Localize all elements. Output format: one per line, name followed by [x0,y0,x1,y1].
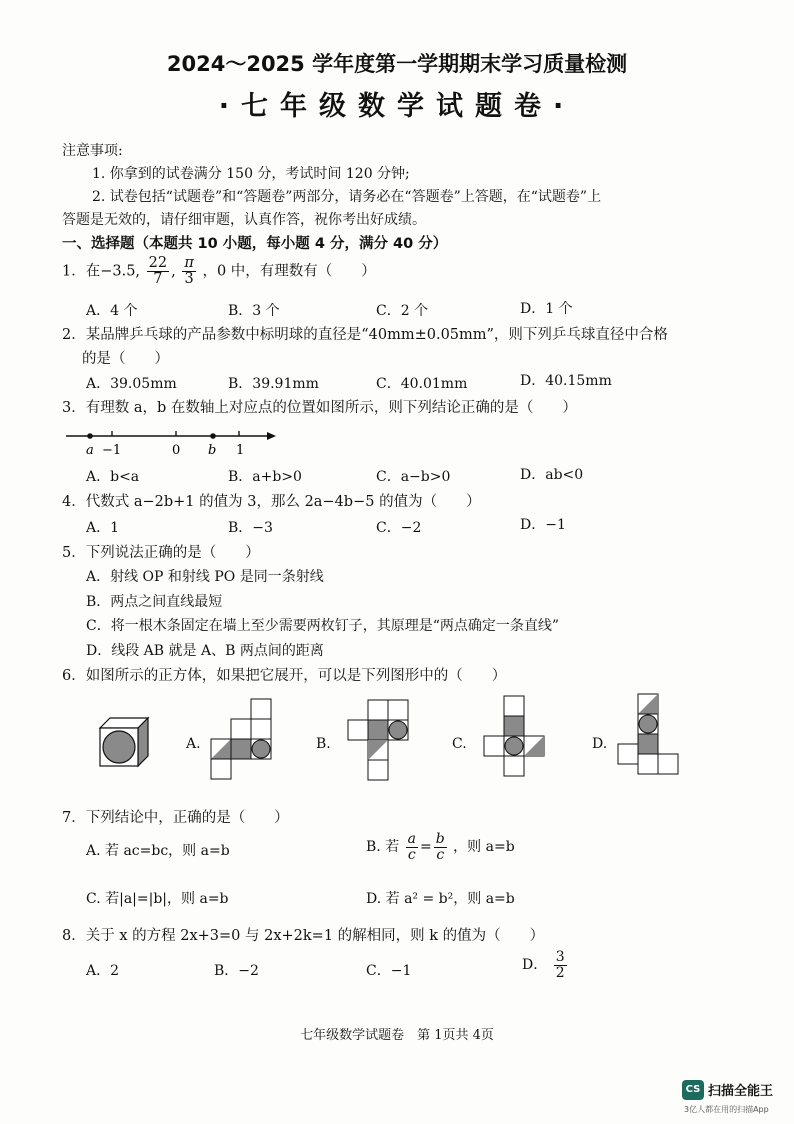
net-d-square [638,754,658,774]
q6-option-c-label: C. [452,736,467,752]
net-b-square [348,720,368,740]
q8-d-fraction [554,950,567,980]
net-a-square [231,719,251,739]
q1-suffix: ，0 中，有理数有（ ） [202,263,376,280]
net-d-circle [639,715,657,733]
question-5: 5．下列说法正确的是（ ） [62,545,260,561]
q1-fraction-2 [182,256,196,287]
q6-option-b-label: B. [316,736,331,752]
q7-b-f2-denominator: c [436,846,445,863]
q2-option-d: D．40.15mm [520,373,612,389]
net-d-square [618,744,638,764]
net-a-shaded-square [231,739,251,759]
q5-option-a: A．射线 OP 和射线 PO 是同一条射线 [86,569,324,585]
q6-option-a-label: A. [186,736,201,752]
axis-label-a: a [86,443,94,458]
q1-option-b: B．3 个 [228,303,280,319]
net-a-square [251,699,271,719]
q8-d-numerator: 3 [555,949,565,965]
scanner-logo: CS [682,1080,704,1100]
net-c-figure [474,694,550,788]
q2-option-b: B．39.91mm [228,376,319,392]
scanner-brand-name: 扫描全能王 [708,1084,774,1099]
number-line-arrow [267,432,276,440]
q7-option-c: C. 若|a|=|b|，则 a=b [86,891,229,907]
scanner-brand-tagline: 3亿人都在用的扫描App [684,1105,769,1114]
q8-d-label: D． [522,957,548,974]
q8-option-b: B．−2 [214,963,259,979]
q4-option-b: B．−3 [228,520,273,536]
net-c-circle [505,737,523,755]
q1-f1-denominator: 7 [153,271,163,288]
net-d-shaded-square [638,734,658,754]
net-b-square [368,700,388,720]
page-footer: 七年级数学试题卷 第 1页共 4页 [300,1028,494,1043]
net-b-shaded-square [368,720,388,740]
net-c-square [504,696,524,716]
section-heading: 一、选择题（本题共 10 小题，每小题 4 分，满分 40 分） [62,236,448,252]
q7-b-f1-numerator: a [407,831,417,847]
q7-option-b [366,832,515,862]
q3-option-d: D．ab<0 [520,467,584,483]
q6-option-d-label: D. [592,736,608,752]
q7-b-fraction-2 [434,832,447,862]
notes-line-1: 1. 你拿到的试卷满分 150 分，考试时间 120 分钟; [92,166,410,182]
question-1: 1．在−3.5, $\frac{22}{7}$ , $\frac{\pi}{3}$ ，0 中，有理数有（ ） [62,255,376,288]
axis-label-b: b [208,443,217,458]
question-6: 6．如图所示的正方体，如果把它展开，可以是下列图形中的（ ） [62,668,507,684]
exam-subtitle: ·七年级数学试题卷· [218,91,576,122]
q8-option-c: C．−1 [366,963,412,979]
axis-label-1: 1 [236,443,245,458]
q1-option-a: A．4 个 [86,303,138,319]
q8-option-d [522,950,569,980]
net-d-square [658,754,678,774]
q7-b-prefix: B. 若 [366,839,400,856]
question-8: 8．关于 x 的方程 2x+3=0 与 2x+2k=1 的解相同，则 k 的值为（ ） [62,928,545,944]
q1-f2-numerator: π [184,255,194,271]
net-b-circle [389,721,407,739]
q1-f1-numerator: 22 [148,255,168,271]
notes-line-2: 2. 试卷包括“试题卷”和“答题卷”两部分，请务必在“答题卷”上答题，在“试题卷”上 [92,189,602,205]
q8-option-a: A．2 [86,963,120,979]
q5-option-b: B．两点之间直线最短 [86,594,223,610]
q1-option-d: D．1 个 [520,301,573,317]
q5-option-c: C．将一根木条固定在墙上至少需要两枚钉子，其原理是“两点确定一条直线” [86,618,560,634]
axis-label-0: 0 [172,443,181,458]
point-b [210,433,216,439]
net-a-square [251,719,271,739]
question-2-line-2: 的是（ ） [82,351,169,367]
q7-b-equals: = [420,839,432,856]
net-d-figure [616,692,692,790]
number-line-figure [62,424,282,458]
q7-b-fraction-1 [406,832,418,862]
question-2-line-1: 2．某品牌乒乓球的产品参数中标明球的直径是“40mm±0.05mm”，则下列乒乓球直径中合格 [62,327,668,343]
net-c-square [504,756,524,776]
cube-circle-pattern [103,731,135,763]
point-a [87,433,93,439]
q4-option-a: A．1 [86,520,120,536]
q7-option-a: A. 若 ac=bc，则 a=b [86,843,230,859]
q7-b-suffix: ，则 a=b [453,839,515,856]
question-3: 3．有理数 a，b 在数轴上对应点的位置如图所示，则下列结论正确的是（ ） [62,400,577,416]
net-c-shaded-square [504,716,524,736]
net-b-figure [340,698,414,784]
net-c-square [484,736,504,756]
q3-option-c: C．a−b>0 [376,469,451,485]
notes-line-3: 答题是无效的，请仔细审题，认真作答，祝你考出好成绩。 [62,212,426,228]
question-4: 4．代数式 a−2b+1 的值为 3，那么 2a−4b−5 的值为（ ） [62,494,481,510]
q2-option-a: A．39.05mm [86,376,177,392]
q3-option-b: B．a+b>0 [228,469,302,485]
axis-label-minus-1: −1 [102,443,122,458]
notes-heading: 注意事项: [62,143,123,159]
q4-option-d: D．−1 [520,517,566,533]
net-b-square [368,760,388,780]
cube-figure [98,716,150,768]
q2-option-c: C．40.01mm [376,376,468,392]
question-7: 7．下列结论中，正确的是（ ） [62,810,289,826]
q1-prefix: 1．在−3.5, [62,263,141,280]
net-a-figure [210,697,274,783]
net-b-square [388,700,408,720]
q3-option-a: A．b<a [86,469,140,485]
q1-f2-denominator: 3 [184,271,194,288]
net-a-circle [252,740,270,758]
q7-b-f2-numerator: b [435,831,445,847]
q8-d-denominator: 2 [555,964,565,981]
q1-option-c: C．2 个 [376,303,429,319]
q7-option-d: D. 若 a² = b²，则 a=b [366,891,515,907]
q7-b-f1-denominator: c [407,846,416,863]
q5-option-d: D．线段 AB 就是 A、B 两点间的距离 [86,643,324,659]
net-a-square [211,759,231,779]
q1-fraction-1 [147,256,169,287]
q4-option-c: C．−2 [376,520,422,536]
exam-title: 2024～2025 学年度第一学期期末学习质量检测 [166,52,628,76]
